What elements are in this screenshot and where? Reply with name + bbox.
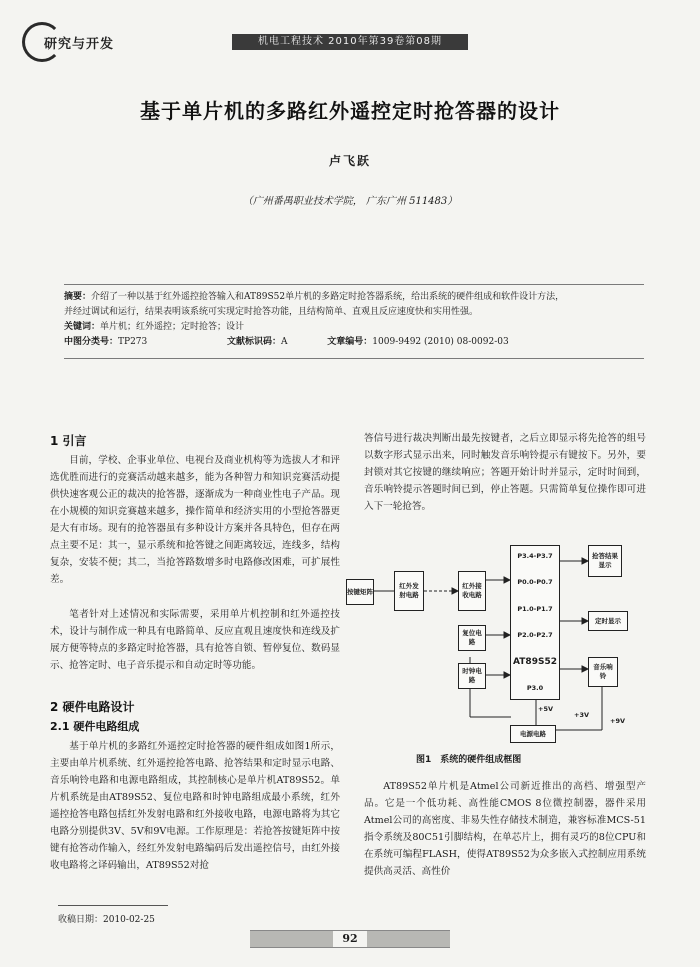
bleed-through-text: [380, 66, 640, 77]
footnote-rule: [58, 905, 168, 906]
received-date: 收稿日期：2010-02-25: [58, 915, 155, 925]
section-1-paragraph-2: 笔者针对上述情况和实际需要，采用单片机控制和红外遥控技术，设计与制作成一种具有电路简单、反应直观且速度快和连线及扩展方便等特点的多路定时抢答器，具有抢答自锁、暂停复位、数码显示、抢答定时、电子音乐提示和自动定时等功能。: [50, 609, 340, 671]
result-display-box: [588, 545, 622, 577]
abstract-line2: 并经过调试和运行，结果表明该系统可实现定时抢答功能，且结构简单、直观且反应速度快和实用性强。: [64, 307, 479, 317]
right-paragraph-1: 答信号进行裁决判断出最先按键者，之后立即显示将先抢答的组号以数字形式显示出来，同时触发音乐响铃提示有键按下。另外，要封锁对其它按键的继续响应；答题开始计时并显示，定时时间到，音乐响铃提示答题时间已到，停止答题。只需简单复位操作即可进入下一轮抢答。: [364, 433, 646, 512]
mcu-label: AT89S52: [513, 656, 557, 667]
keywords-label: 关键词：: [64, 322, 101, 332]
author-affiliation: （广州番禺职业技术学院， 广东广州 511483）: [242, 196, 458, 207]
ir-receiver-label: 红外接收电路: [462, 582, 482, 599]
section-2-heading: 2 硬件电路设计: [50, 700, 135, 714]
music-label: 音乐响铃: [593, 663, 613, 680]
reset-circuit-box: [458, 625, 486, 651]
clock-circuit-box: [458, 663, 486, 689]
v3-label: +3V: [574, 711, 589, 719]
page-number-bar: [250, 930, 450, 948]
page-number: 92: [333, 931, 367, 947]
keywords: 单片机；红外遥控；定时抢答；设计: [100, 322, 245, 332]
v5-label: +5V: [538, 705, 553, 713]
result-display-label: 抢答结果显示: [592, 552, 618, 569]
ir-transmitter-box: [394, 571, 424, 611]
section-1-paragraph-1: 目前，学校、企事业单位、电视台及商业机构等为选拔人才和评选优胜而进行的竞赛活动越来越多，能为各种智力和知识竞赛活动提供快速客观公正的裁决的抢答器，逐渐成为一种商业性电子产品。现在小规模的知识竞赛越来越多，操作简单和经济实用的小型抢答器更是大有市场。现有的抢答器虽有多种设计方案并各具特色，但存在两点主要不足：其一，显示系统和抢答键之间距离较远，连线多，结构复杂，安装不便；其二，当抢答路数增多时电路修改困难，可扩展性差。: [50, 455, 340, 585]
abstract-bottom-rule: [64, 358, 644, 359]
abstract-line1: 介绍了一种以基于红外遥控抢答输入和AT89S52单片机的多路定时抢答器系统，给出系统的硬件组成和软件设计方法，: [91, 292, 565, 302]
clc-label: 中图分类号：: [64, 337, 119, 347]
article-no-value: 1009-9492 (2010) 08-0092-03: [372, 337, 509, 347]
port-top-label: P3.4-P3.7: [517, 552, 553, 560]
article-no-label: 文章编号：: [327, 337, 373, 347]
mcu-box: [510, 545, 560, 700]
reset-circuit-label: 复位电路: [462, 629, 482, 646]
article-author: 卢飞跃: [328, 154, 371, 168]
keypad-box: [346, 579, 374, 605]
music-box: [588, 657, 618, 687]
power-box: [510, 725, 556, 743]
timer-display-label: 定时显示: [595, 616, 621, 625]
abstract-block: [64, 290, 644, 350]
doc-code-value: A: [281, 337, 288, 347]
v9-label: +9V: [610, 717, 625, 725]
timer-display-box: [588, 611, 628, 631]
article-title: 基于单片机的多路红外遥控定时抢答器的设计: [140, 99, 560, 123]
doc-code-label: 文献标识码：: [227, 337, 282, 347]
keypad-label: 按键矩阵: [347, 587, 373, 596]
right-paragraph-2: AT89S52单片机是Atmel公司新近推出的高档、增强型产品。它是一个低功耗、高性能CMOS 8位微控制器，器件采用Atmel公司的高密度、非易失性存储技术制造，兼容标准MCS-51指令系统及80C51引脚结构，在单芯片上，拥有灵巧的8位CPU和在系统可编程FLASH，使得AT89S52为众多嵌入式控制应用系统提供高灵活、高性价: [364, 781, 646, 877]
clock-circuit-label: 时钟电路: [462, 667, 482, 684]
port-p3-label: P3.0: [526, 683, 544, 692]
abstract-top-rule: [64, 284, 644, 285]
section-1-heading: 1 引言: [50, 434, 87, 448]
figure-1-block-diagram: [346, 535, 646, 753]
abstract-label: 摘要：: [64, 292, 92, 302]
port-p2-label: P2.0-P2.7: [517, 631, 553, 640]
power-label: 电源电路: [520, 729, 546, 738]
port-p1-label: P1.0-P1.7: [517, 604, 553, 613]
section-2-1-heading: 2.1 硬件电路组成: [50, 720, 140, 733]
clc-value: TP273: [118, 337, 148, 347]
section-2-1-paragraph: 基于单片机的多路红外遥控定时抢答器的硬件组成如图1所示，主要由单片机系统、红外遥控抢答电路、抢答结果和定时显示电路、音乐响铃电路和电源电路组成，其控制核心是单片机AT89S52。单片机系统是由AT89S52、复位电路和时钟电路组成最小系统，红外遥控抢答电路包括红外发射电路和红外接收电路，电源电路将为其它电路分别提供3V、5V和9V电源。工作原理是：若抢答按键矩阵中按键有抢答动作输入，经红外发射电路编码后发出遥控信号，由红外接收电路将之译码输出，AT89S52对抢: [50, 741, 340, 871]
ir-transmitter-label: 红外发射电路: [399, 582, 419, 599]
figure-1-caption: 图1 系统的硬件组成框图: [416, 755, 522, 765]
section-tag: 研究与开发: [44, 37, 115, 52]
journal-banner: 机电工程技术 2010年第39卷第08期: [232, 34, 468, 50]
ir-receiver-box: [458, 571, 486, 611]
port-p0-label: P0.0-P0.7: [517, 578, 553, 587]
